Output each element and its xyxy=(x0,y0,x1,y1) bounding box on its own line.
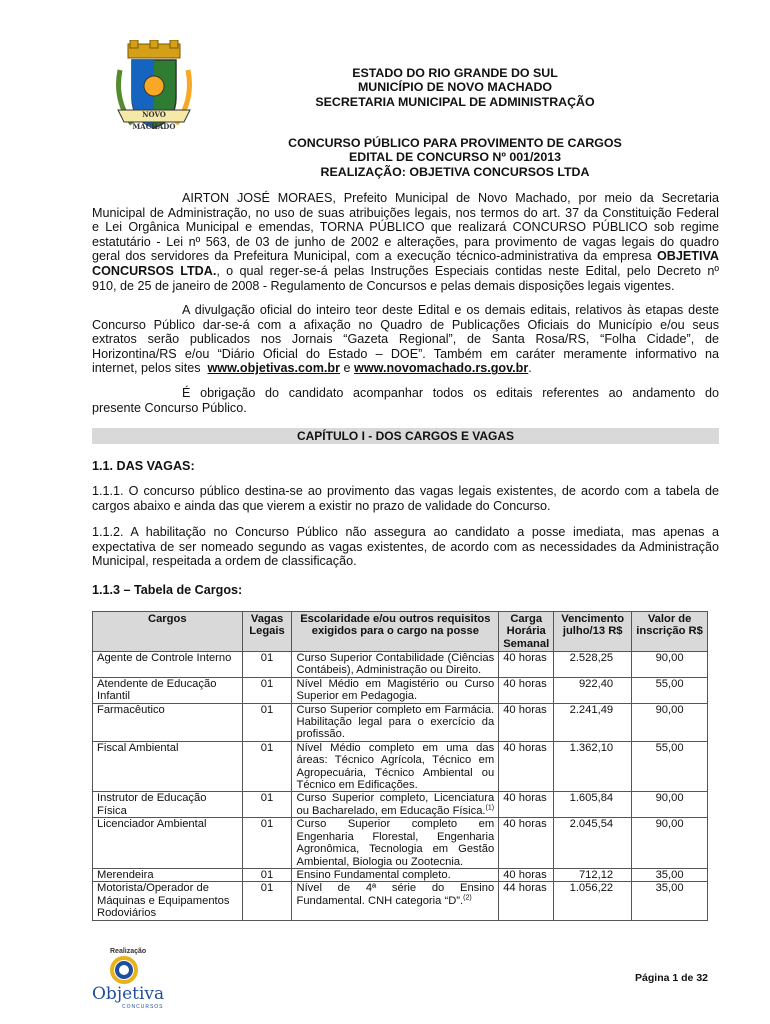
col-header-vencimento: Vencimento julho/13 R$ xyxy=(554,612,632,652)
cell-inscricao: 90,00 xyxy=(632,792,708,818)
cell-inscricao: 55,00 xyxy=(632,677,708,703)
cell-vencimento: 2.528,25 xyxy=(554,652,632,678)
cell-vencimento: 712,12 xyxy=(554,868,632,881)
cell-vencimento: 1.362,10 xyxy=(554,741,632,792)
paragraph-1-1-2 xyxy=(92,525,719,569)
objetiva-logo xyxy=(88,948,178,1010)
table-row xyxy=(93,677,708,703)
text-line: 1.1.2. A habilitação no Concurso Público não assegura ao candidato a posse imediata, mas apenas a xyxy=(92,525,719,539)
text-line: estatutário - Lei nº 563, de 03 de junho de 2002 e alterações, para provimento de vagas legais do quadro xyxy=(92,234,719,249)
cell-requisitos: Nível Médio em Magistério ou Curso Superior em Pedagogia. xyxy=(292,677,499,703)
text-line: Municipal, respeitada a ordem de classificação. xyxy=(92,554,357,569)
edital-title xyxy=(190,136,720,179)
issuer-header xyxy=(190,66,720,109)
table-row xyxy=(93,792,708,818)
cell-vencimento: 2.045,54 xyxy=(554,818,632,869)
text-line: Concurso Público dar-se-á com a afixação no Quadro de Publicações Oficiais do Município e/ou seus xyxy=(92,317,719,332)
title-line-2: EDITAL DE CONCURSO Nº 001/2013 xyxy=(348,150,561,165)
cell-requisitos: Ensino Fundamental completo. xyxy=(292,868,499,881)
text-line: É obrigação do candidato acompanhar todos os editais referentes ao andamento do xyxy=(182,386,719,400)
text-line: expectativa de ser nomeado segundo as vagas existentes, de acordo com as necessidades da Administração xyxy=(92,539,719,554)
cell-cargo: Merendeira xyxy=(93,868,243,881)
cell-vagas: 01 xyxy=(242,652,292,678)
col-header-carga: Carga Horária Semanal xyxy=(499,612,554,652)
table-row xyxy=(93,703,708,741)
cell-requisitos: Nível Médio completo em uma das áreas: Técnico Agrícola, Técnico em Agropecuária, Técnico Ambiental ou Técnico em Edificações. xyxy=(292,741,499,792)
cell-carga: 40 horas xyxy=(499,652,554,678)
cell-carga: 40 horas xyxy=(499,818,554,869)
cell-inscricao: 35,00 xyxy=(632,868,708,881)
text-line: Municipal de Administração, no uso de suas atribuições legais, nos termos do art. 37 da Constituição Federal xyxy=(92,205,719,220)
cell-inscricao: 90,00 xyxy=(632,818,708,869)
cell-cargo: Farmacêutico xyxy=(93,703,243,741)
cell-vencimento: 2.241,49 xyxy=(554,703,632,741)
page-number: Página 1 de 32 xyxy=(635,972,708,984)
cell-cargo: Motorista/Operador de Máquinas e Equipamentos Rodoviários xyxy=(93,882,243,920)
text-line: 910, de 25 de janeiro de 2008 - Regulamento de Concursos e pelas demais disposições legais vigentes. xyxy=(92,278,675,293)
header-municipality: MUNICÍPIO DE NOVO MACHADO xyxy=(357,80,553,95)
cell-requisitos: Curso Superior completo em Farmácia. Habilitação legal para o exercício da profissão. xyxy=(292,703,499,741)
text-line: 1.1.1. O concurso público destina-se ao provimento das vagas legais existentes, de acordo com a tabela de xyxy=(92,484,719,498)
table-header-row xyxy=(93,612,708,652)
objetiva-wordmark: Objetiva xyxy=(92,984,165,1004)
text-line: AIRTON JOSÉ MORAES, Prefeito Municipal de Novo Machado, por meio da Secretaria xyxy=(182,191,719,205)
cell-vagas: 01 xyxy=(242,868,292,881)
text-line: presente Concurso Público. xyxy=(92,400,247,415)
cell-vagas: 01 xyxy=(242,882,292,920)
crest-banner-text: NOVO MACHADO xyxy=(132,110,176,131)
cell-carga: 40 horas xyxy=(499,868,554,881)
objetiva-emblem-icon xyxy=(110,956,138,984)
chapter-heading: CAPÍTULO I - DOS CARGOS E VAGAS xyxy=(92,428,719,444)
cell-carga: 40 horas xyxy=(499,792,554,818)
cell-vencimento: 922,40 xyxy=(554,677,632,703)
cell-cargo: Licenciador Ambiental xyxy=(93,818,243,869)
section-1-1-3-heading: 1.1.3 – Tabela de Cargos: xyxy=(92,583,243,597)
objetiva-subtitle: CONCURSOS xyxy=(122,1004,164,1010)
link-novomachado[interactable]: www.novomachado.rs.gov.br xyxy=(354,361,529,376)
paragraph-publication xyxy=(92,303,719,376)
cell-requisitos: Curso Superior completo, Licenciatura ou Bacharelado, em Educação Física.$^{(1)}$ xyxy=(292,792,499,818)
cell-requisitos: Curso Superior Contabilidade (Ciências Contábeis), Administração ou Direito. xyxy=(292,652,499,678)
cell-carga: 44 horas xyxy=(499,882,554,920)
cell-inscricao: 90,00 xyxy=(632,652,708,678)
text-line: CONCURSOS LTDA., o qual reger-se-á pelas Instruções Especiais contidas neste Edital, pelo Decreto nº xyxy=(92,263,719,278)
cell-cargo: Agente de Controle Interno xyxy=(93,652,243,678)
cell-vagas: 01 xyxy=(242,792,292,818)
header-secretariat: SECRETARIA MUNICIPAL DE ADMINISTRAÇÃO xyxy=(315,94,595,109)
paragraph-obligation xyxy=(92,386,719,415)
text-line: e Lei Orgânica Municipal e emendas, TORNA PÚBLICO que realizará CONCURSO PÚBLICO sob regime xyxy=(92,220,719,235)
cell-inscricao: 55,00 xyxy=(632,741,708,792)
cell-vagas: 01 xyxy=(242,741,292,792)
cell-inscricao: 35,00 xyxy=(632,882,708,920)
text-line: A divulgação oficial do inteiro teor deste Edital e os demais editais, relativos às etapas deste xyxy=(182,303,719,317)
col-header-cargos: Cargos xyxy=(93,612,243,652)
cell-carga: 40 horas xyxy=(499,703,554,741)
cell-vagas: 01 xyxy=(242,703,292,741)
cell-vagas: 01 xyxy=(242,677,292,703)
table-row xyxy=(93,882,708,920)
cell-cargo: Atendente de Educação Infantil xyxy=(93,677,243,703)
title-line-1: CONCURSO PÚBLICO PARA PROVIMENTO DE CARGOS xyxy=(288,136,622,150)
realizacao-label: Realização xyxy=(110,948,147,955)
table-row xyxy=(93,868,708,881)
cell-requisitos: Nível de 4ª série do Ensino Fundamental. CNH categoria “D”.$^{(2)}$ xyxy=(292,882,499,920)
paragraph-1-1-1 xyxy=(92,484,719,513)
table-body xyxy=(93,652,708,921)
cell-cargo: Fiscal Ambiental xyxy=(93,741,243,792)
col-header-vagas: Vagas Legais xyxy=(242,612,292,652)
col-header-valor: Valor de inscrição R$ xyxy=(632,612,708,652)
cell-inscricao: 90,00 xyxy=(632,703,708,741)
cell-vagas: 01 xyxy=(242,818,292,869)
cell-cargo: Instrutor de Educação Física xyxy=(93,792,243,818)
text-line: Horizontina/RS e/ou “Diário Oficial do Estado – DOE”. Também em caráter meramente informativo na xyxy=(92,346,719,361)
table-row xyxy=(93,818,708,869)
section-1-1-heading: 1.1. DAS VAGAS: xyxy=(92,459,195,473)
cell-vencimento: 1.056,22 xyxy=(554,882,632,920)
text-line: extratos serão publicados nos Jornais “Gazeta Regional”, de Santa Rosa/RS, “Folha Cidade”, de xyxy=(92,332,719,347)
text-line: internet, pelos sites www.objetivas.com.br e www.novomachado.rs.gov.br. xyxy=(92,361,532,376)
positions-table xyxy=(92,611,708,921)
link-objetivas[interactable]: www.objetivas.com.br xyxy=(207,361,341,376)
text-line: cargos abaixo e ainda das que vierem a existir no prazo de validade do Concurso. xyxy=(92,498,551,513)
footnote-marker: (2) xyxy=(463,893,472,901)
col-header-escolaridade: Escolaridade e/ou outros requisitos exigidos para o cargo na posse xyxy=(292,612,499,652)
paragraph-preamble xyxy=(92,191,719,293)
footnote-marker: (1) xyxy=(485,804,495,812)
cell-carga: 40 horas xyxy=(499,677,554,703)
header-state: ESTADO DO RIO GRANDE DO SUL xyxy=(352,66,558,80)
cell-carga: 40 horas xyxy=(499,741,554,792)
cell-requisitos: Curso Superior completo em Engenharia Florestal, Engenharia Agronômica, Tecnologia em Gestão Ambiental, Biologia ou Zootecnia. xyxy=(292,818,499,869)
table-row xyxy=(93,652,708,678)
cell-vencimento: 1.605,84 xyxy=(554,792,632,818)
text-line: geral dos servidores da Prefeitura Municipal, com a execução técnico-administrativa da empresa OBJETIVA xyxy=(92,249,719,264)
municipal-crest xyxy=(114,40,194,136)
title-line-3: REALIZAÇÃO: OBJETIVA CONCURSOS LTDA xyxy=(320,164,590,179)
table-row xyxy=(93,741,708,792)
